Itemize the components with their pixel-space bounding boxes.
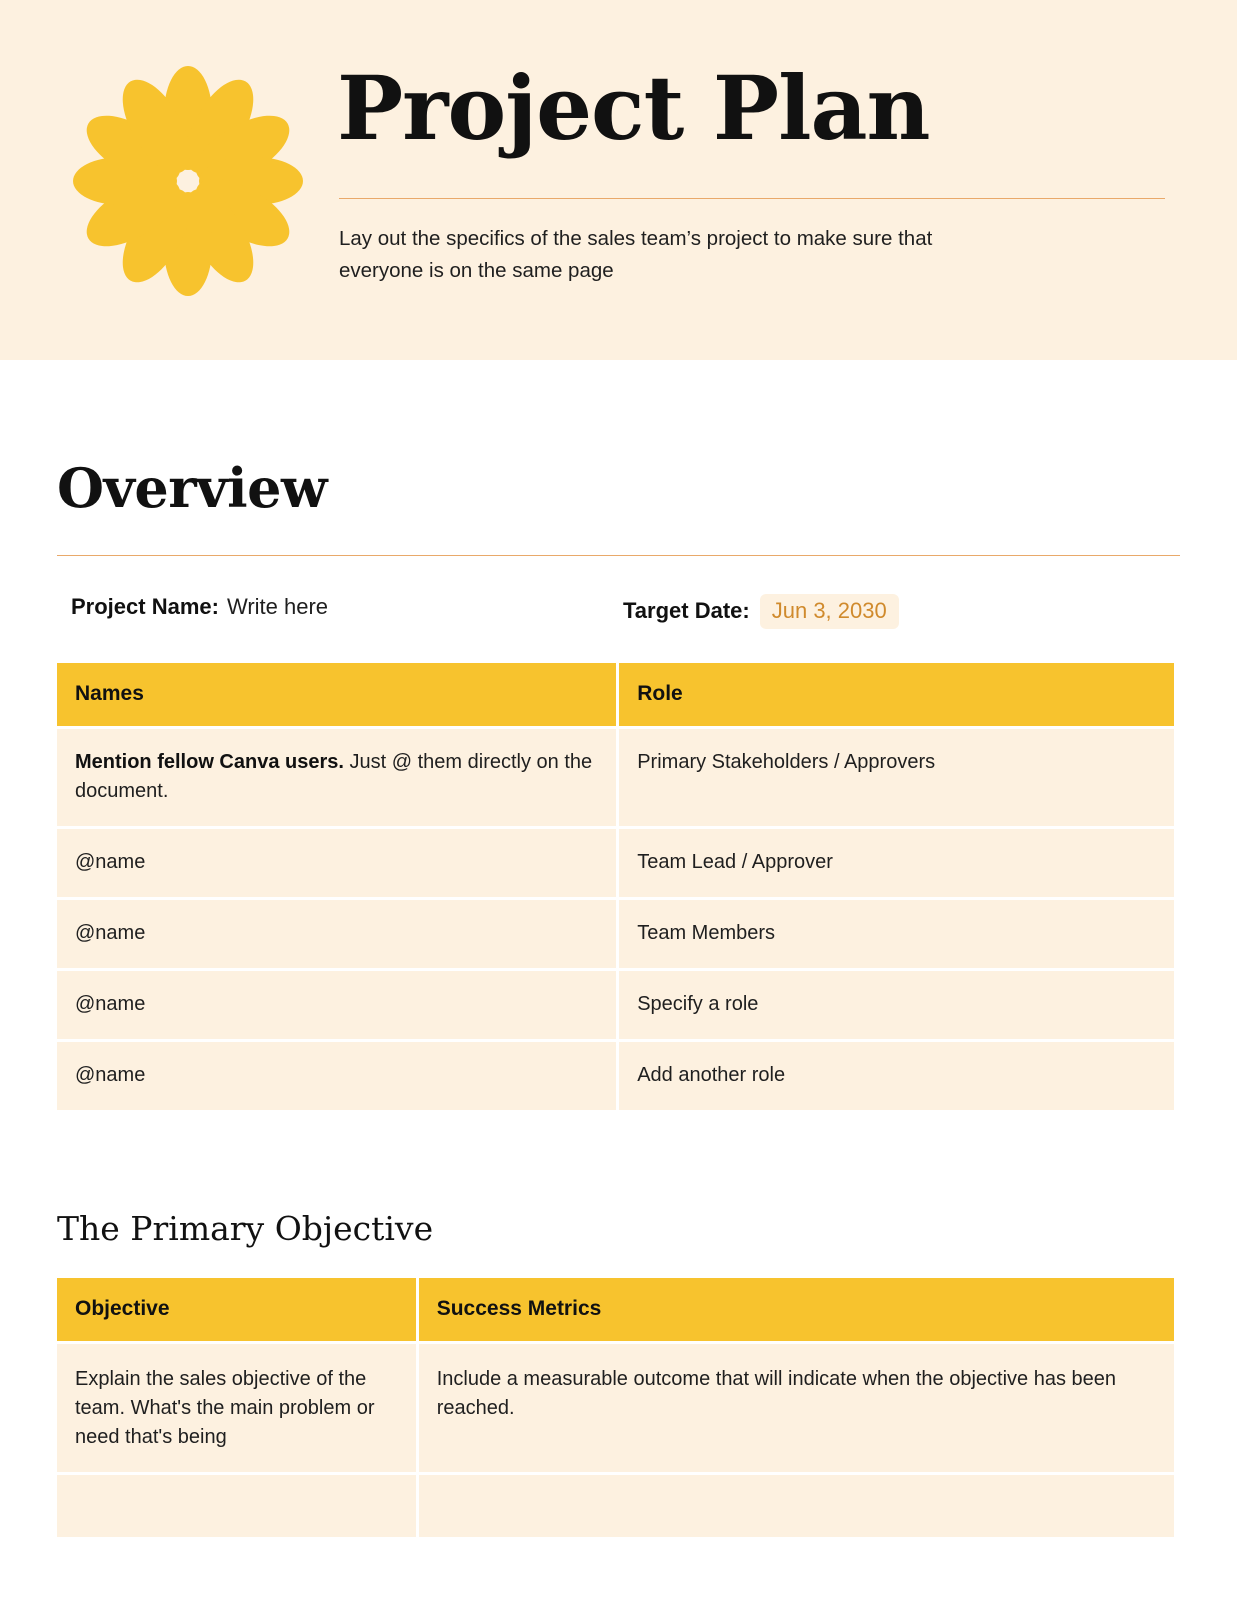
table-row[interactable] [57,971,1174,1039]
project-name-value[interactable]: Write here [226,593,329,619]
cell-name[interactable]: @name [57,1042,616,1110]
target-date-field[interactable] [623,594,899,629]
project-name-label: Project Name: [71,593,219,619]
logo [60,58,315,296]
table-row[interactable] [57,900,1174,968]
target-date-value[interactable]: Jun 3, 2030 [760,594,899,629]
table-header-row [57,663,1174,726]
column-header-role: Role [619,663,1174,726]
table-row[interactable] [57,1042,1174,1110]
objective-table [54,1275,1177,1540]
table-row[interactable] [57,729,1174,826]
overview-divider [57,555,1180,556]
cell-role[interactable]: Add another role [619,1042,1174,1110]
project-name-field[interactable] [71,594,623,629]
target-date-label: Target Date: [623,597,750,623]
cell-role[interactable]: Specify a role [619,971,1174,1039]
title-divider [339,198,1165,199]
cell-name[interactable]: @name [57,971,616,1039]
page-title: Project Plan [337,56,930,160]
column-header-objective: Objective [57,1278,416,1341]
cell-name[interactable] [57,729,616,826]
cell-objective[interactable] [57,1475,416,1537]
document-body [0,456,1237,1540]
table-header-row [57,1278,1174,1341]
column-header-success-metrics: Success Metrics [419,1278,1174,1341]
document-header [0,0,1237,360]
page-subtitle: Lay out the specifics of the sales team’s project to make sure that everyone is on the same page [339,227,933,282]
cell-name-bold: Mention fellow Canva users. [75,750,344,773]
cell-success-metrics[interactable] [419,1475,1174,1537]
table-row[interactable] [57,829,1174,897]
cell-objective[interactable]: Explain the sales objective of the team. What's the main problem or need that's being [57,1344,416,1472]
table-row[interactable] [57,1475,1174,1537]
cell-success-metrics[interactable]: Include a measurable outcome that will indicate when the objective has been reached. [419,1344,1174,1472]
cell-name[interactable]: @name [57,829,616,897]
overview-meta-row [57,594,1180,629]
overview-table [54,660,1177,1113]
cell-name-rest: Just @ them directly on the document. [75,750,593,802]
header-text-block [315,58,1177,287]
cell-role[interactable]: Team Members [619,900,1174,968]
table-row[interactable] [57,1344,1174,1472]
column-header-names: Names [57,663,616,726]
cell-role[interactable]: Primary Stakeholders / Approvers [619,729,1174,826]
section-title-overview: Overview [57,456,327,520]
cell-role[interactable]: Team Lead / Approver [619,829,1174,897]
cell-name[interactable]: @name [57,900,616,968]
sunflower-icon [73,66,303,296]
section-title-primary-objective: The Primary Objective [57,1208,434,1248]
